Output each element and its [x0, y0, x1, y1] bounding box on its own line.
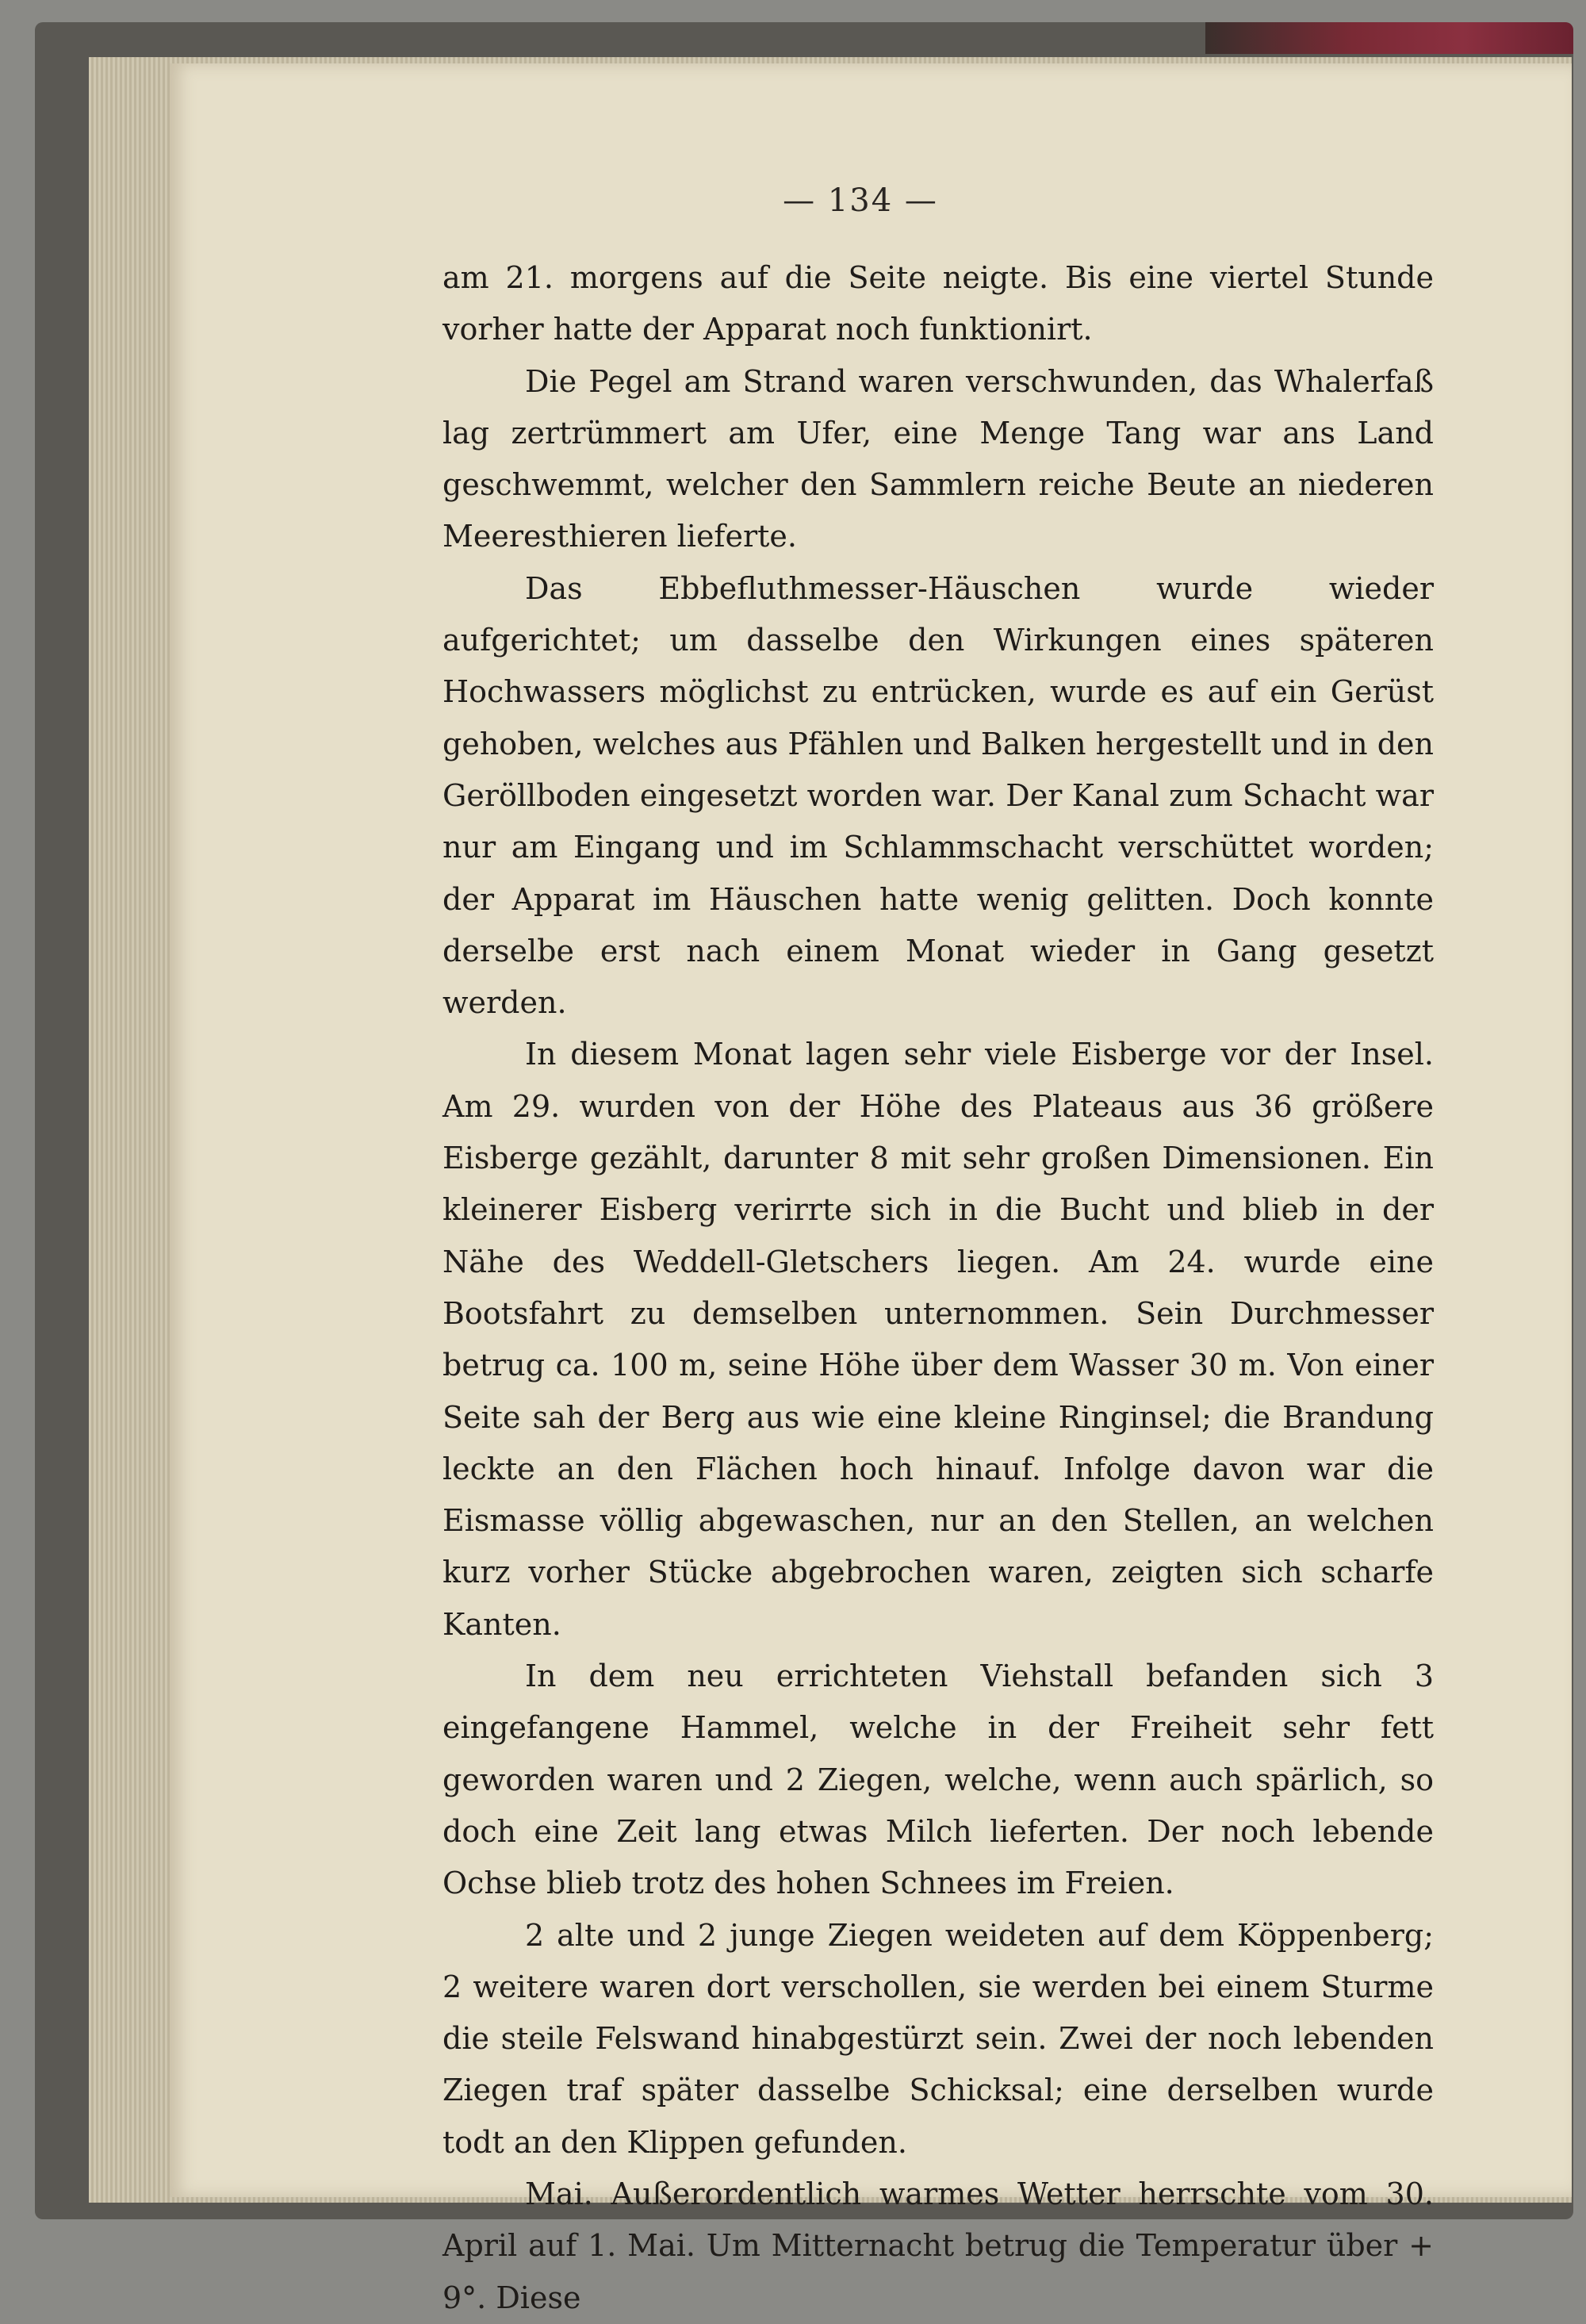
paragraph-5: In dem neu errichteten Viehstall befanden sich 3 eingefangene Hammel, welche in der Freiheit sehr fett geworden waren und 2 Ziegen, welche, wenn auch spärlich, so doch eine Zeit lang etwas Milch lieferten. Der noch lebende Ochse blieb trotz des hohen Schnees im Freien. [442, 1659, 1434, 1901]
page-text [442, 252, 1434, 2324]
paragraph-3: Das Ebbefluthmesser-Häuschen wurde wieder aufgerichtet; um dasselbe den Wirkungen eines späteren Hochwassers möglichst zu entrücken, wurde es auf ein Gerüst gehoben, welches aus Pfählen und Balken hergestellt und in den Geröllboden eingesetzt worden war. Der Kanal zum Schacht war nur am Eingang und im Schlammschacht verschüttet worden; der Apparat im Häuschen hatte wenig gelitten. Doch konnte derselbe erst nach einem Monat wieder in Gang gesetzt werden. [442, 570, 1434, 1021]
paragraph-1: am 21. morgens auf die Seite neigte. Bis eine viertel Stunde vorher hatte der Apparat noch funktionirt. [442, 260, 1434, 347]
book-binding [1205, 22, 1573, 54]
paragraph-2: Die Pegel am Strand waren verschwunden, das Whalerfaß lag zertrümmert am Ufer, eine Menge Tang war ans Land geschwemmt, welcher den Sammlern reiche Beute an niederen Meeresthieren lieferte. [442, 363, 1434, 554]
paragraph-4: In diesem Monat lagen sehr viele Eisberge vor der Insel. Am 29. wurden von der Höhe des Plateaus aus 36 größere Eisberge gezählt, darunter 8 mit sehr großen Dimensionen. Ein kleinerer Eisberg verirrte sich in die Bucht und blieb in der Nähe des Weddell-Gletschers liegen. Am 24. wurde eine Bootsfahrt zu demselben unternommen. Sein Durchmesser betrug ca. 100 m, seine Höhe über dem Wasser 30 m. Von einer Seite sah der Berg aus wie eine kleine Ringinsel; die Brandung leckte an den Flächen hoch hinauf. Infolge davon war die Eismasse völlig abgewaschen, nur an den Stellen, an welchen kurz vorher Stücke abgebrochen waren, zeigten sich scharfe Kanten. [442, 1037, 1434, 1642]
paragraph-6: 2 alte und 2 junge Ziegen weideten auf dem Köppenberg; 2 weitere waren dort verschollen, sie werden bei einem Sturme die steile Felswand hinabgestürzt sein. Zwei der noch lebenden Ziegen traf später dasselbe Schicksal; eine derselben wurde todt an den Klippen gefunden. [442, 1917, 1434, 2160]
paragraph-7: Mai. Außerordentlich warmes Wetter herrschte vom 30. April auf 1. Mai. Um Mitternacht betrug die Temperatur über + 9°. Diese [442, 2176, 1434, 2315]
page-number: — 134 — [783, 182, 938, 219]
